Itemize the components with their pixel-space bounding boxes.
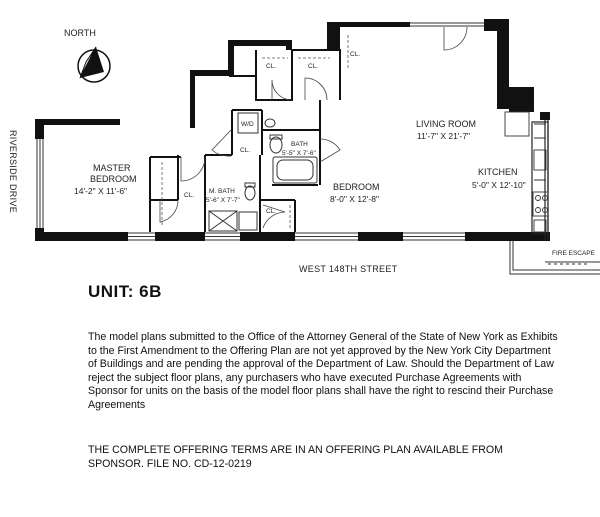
living-room-label: LIVING ROOM (416, 119, 477, 129)
kitchen-dims: 5'-0" X 12'-10" (472, 180, 526, 190)
closet-label: CL. (266, 63, 277, 70)
bath-dims: 5'-5" X 7'-6" (282, 150, 316, 157)
master-bath-label: M. BATH (209, 188, 235, 195)
bedroom-dims: 8'-0" X 12'-8" (330, 194, 379, 204)
street-label-west: RIVERSIDE DRIVE (8, 130, 18, 214)
interior-walls (150, 50, 340, 232)
offering-terms-text: THE COMPLETE OFFERING TERMS ARE IN AN OFFERING PLAN AVAILABLE FROM SPONSOR. FILE NO. CD-12-0219 (88, 444, 503, 470)
west-windows (37, 139, 43, 228)
compass-icon (78, 47, 110, 82)
compass-label: NORTH (64, 28, 96, 38)
closet-label: CL. (240, 147, 251, 154)
living-room-dims: 11'-7" X 21'-7" (417, 131, 471, 141)
closet-label: CL. (184, 192, 195, 199)
disclaimer-text: The model plans submitted to the Office of the Attorney General of the State of New York as Exhibits to the First Amendment to the Offering Plan are not yet approved by the New York City Department of Buildings and are pending the approval of the Department of Law. Should the Department of Law reject the subject floor plans, any purchasers who have executed Purchase Agreements with Sponsor for units on the basis of the model floor plans shall have the right to rescind their Purchase Agreements (88, 331, 558, 411)
kitchen-label: KITCHEN (478, 167, 518, 177)
master-bath-dims: 5'-6" X 7'-7" (206, 197, 240, 204)
closet-label: CL. (266, 208, 277, 215)
north-window (410, 23, 484, 26)
master-bedroom-label-2: BEDROOM (90, 174, 137, 184)
fire-escape (510, 241, 600, 274)
bedroom-label: BEDROOM (333, 182, 380, 192)
wd-label: W/D (241, 121, 254, 128)
closet-label: CL. (350, 51, 361, 58)
closet-label: CL. (308, 63, 319, 70)
street-label-south: WEST 148TH STREET (299, 264, 398, 274)
bath-label: BATH (291, 141, 308, 148)
fire-escape-label: FIRE ESCAPE (552, 250, 595, 257)
master-bedroom-label: MASTER (93, 163, 131, 173)
unit-label: UNIT: 6B (88, 282, 162, 301)
master-bedroom-dims: 14'-2" X 11'-6" (74, 186, 128, 196)
